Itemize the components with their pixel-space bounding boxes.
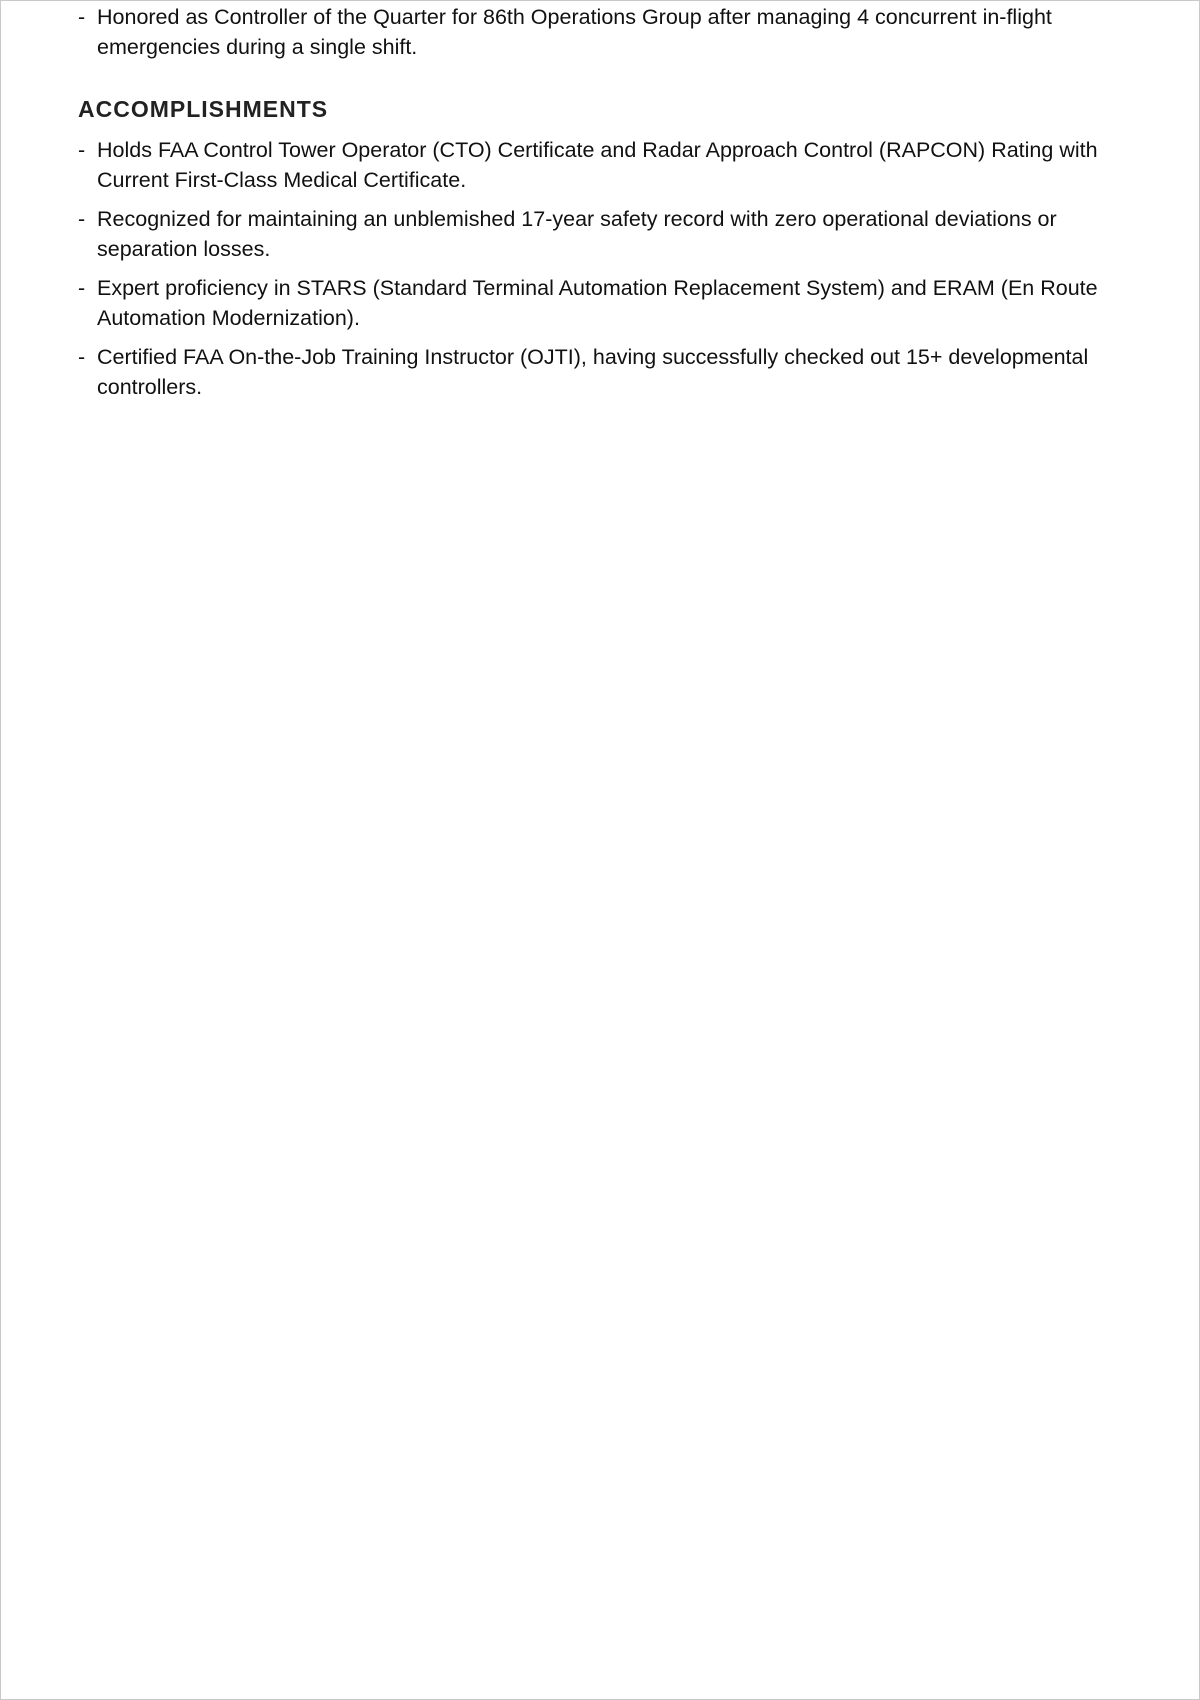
bullet-marker: - bbox=[78, 207, 86, 231]
bullet-marker: - bbox=[78, 345, 86, 369]
bullet-text: Recognized for maintaining an unblemished 17-year safety record with zero operational deviations or separation losses. bbox=[97, 207, 1057, 261]
bullet-marker: - bbox=[78, 276, 86, 300]
list-item bbox=[78, 204, 1128, 264]
previous-section-list bbox=[78, 2, 1128, 62]
bullet-marker: - bbox=[78, 138, 86, 162]
accomplishments-list bbox=[78, 135, 1128, 402]
bullet-text: Certified FAA On-the-Job Training Instructor (OJTI), having successfully checked out 15+ developmental controllers. bbox=[97, 345, 1089, 399]
bullet-text: Honored as Controller of the Quarter for 86th Operations Group after managing 4 concurrent in-flight emergencies during a single shift. bbox=[97, 5, 1052, 59]
list-item bbox=[78, 135, 1128, 195]
bullet-text: Holds FAA Control Tower Operator (CTO) Certificate and Radar Approach Control (RAPCON) Rating with Current First-Class Medical Certificate. bbox=[97, 138, 1098, 192]
list-item bbox=[78, 273, 1128, 333]
bullet-text: Expert proficiency in STARS (Standard Terminal Automation Replacement System) and ERAM (En Route Automation Modernization). bbox=[97, 276, 1098, 330]
list-item bbox=[78, 2, 1128, 62]
section-heading-accomplishments: ACCOMPLISHMENTS bbox=[78, 96, 329, 122]
resume-content bbox=[78, 1, 1128, 411]
bullet-marker: - bbox=[78, 5, 86, 29]
list-item bbox=[78, 342, 1128, 402]
